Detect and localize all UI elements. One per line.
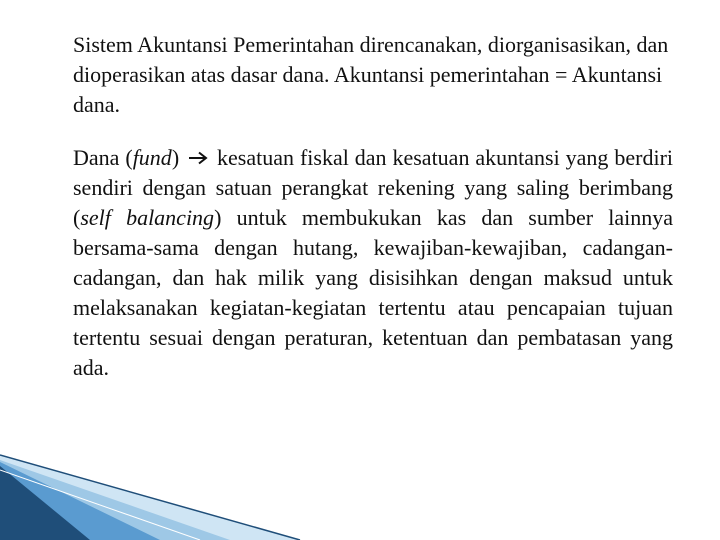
- slide-body: [73, 30, 673, 383]
- definition-text-b: ) untuk membukukan kas dan sumber lainnya bersama-sama dengan hutang, kewajiban-kewajiban, cadangan-cadangan, dan hak milik yang disisihkan dengan maksud untuk melaksanakan kegiatan-kegiatan tertentu atau pencapaian tujuan tertentu sesuai dengan peraturan, ketentuan dan pembatasan yang ada.: [73, 205, 673, 380]
- self-balancing-term: self balancing: [80, 205, 215, 230]
- definition-term-pre: Dana (: [73, 145, 133, 170]
- paragraph-2: [73, 143, 673, 383]
- definition-term-post: ): [171, 145, 180, 170]
- paragraph-1-text: Sistem Akuntansi Pemerintahan direncanakan, diorganisasikan, dan dioperasikan atas dasar dana. Akuntansi pemerintahan = Akuntansi dana.: [73, 32, 669, 117]
- definition-term-italic: fund: [132, 145, 172, 170]
- right-arrow-icon: [188, 151, 208, 165]
- paragraph-1: [73, 30, 673, 120]
- definition-text-a: kesatuan fiskal dan kesatuan akuntansi yang berdiri sendiri dengan satuan perangkat rekening yang saling berimbang (: [73, 145, 674, 230]
